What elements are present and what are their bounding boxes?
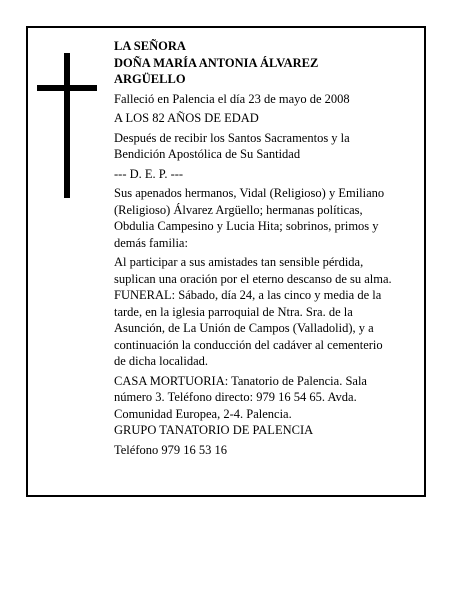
family-line-4: demás familia:	[114, 235, 188, 250]
funeral-home-phone: Teléfono 979 16 53 16	[114, 442, 227, 457]
deceased-name-line-1: DOÑA MARÍA ANTONIA ÁLVAREZ	[114, 55, 319, 70]
deceased-name-line-2: ARGÜELLO	[114, 72, 186, 86]
family-line-2: (Religioso) Álvarez Argüello; hermanas políticas,	[114, 202, 363, 217]
funeral-line-5: de dicha localidad.	[114, 354, 209, 368]
mortuary-line-3: Comunidad Europea, 2-4. Palencia.	[114, 406, 292, 421]
funeral-paragraph	[114, 287, 420, 370]
funeral-home-name: GRUPO TANATORIO DE PALENCIA	[114, 423, 314, 437]
request-paragraph	[114, 254, 420, 287]
family-paragraph	[114, 185, 420, 251]
funeral-line-2: tarde, en la iglesia parroquial de Ntra. Sra. de la	[114, 304, 353, 319]
family-line-3: Obdulia Campesino y Lucia Hita; sobrinos, primos y	[114, 219, 379, 233]
sacraments-line-2: Bendición Apostólica de Su Santidad	[114, 147, 301, 161]
latin-cross-icon	[37, 53, 97, 198]
funeral-line-4: continuación la conducción del cadáver al cementerio	[114, 337, 383, 352]
age: A LOS 82 AÑOS DE EDAD	[114, 111, 259, 125]
dep-line: --- D. E. P. ---	[114, 166, 184, 181]
sacraments-paragraph	[114, 130, 420, 163]
sacraments-line-1: Después de recibir los Santos Sacramentos y la	[114, 130, 350, 145]
family-line-1: Sus apenados hermanos, Vidal (Religioso) y Emiliano	[114, 186, 385, 200]
request-line-1: Al participar a sus amistades tan sensible pérdida,	[114, 255, 364, 269]
request-line-2: suplican una oración por el eterno descanso de su alma.	[114, 271, 392, 286]
mortuary-line-2: número 3. Teléfono directo: 979 16 54 65. Avda.	[114, 390, 357, 404]
mortuary-line-1: CASA MORTUORIA: Tanatorio de Palencia. Sala	[114, 373, 367, 388]
mortuary-paragraph	[114, 373, 420, 423]
cross-vertical-bar	[64, 53, 70, 198]
funeral-line-3: Asunción, de La Unión de Campos (Valladolid), y a	[114, 321, 374, 335]
heading-title: LA SEÑORA	[114, 39, 186, 53]
death-date: Falleció en Palencia el día 23 de mayo de 2008	[114, 91, 350, 106]
obituary-text	[114, 38, 420, 458]
cross-horizontal-bar	[37, 85, 97, 91]
funeral-line-1: FUNERAL: Sábado, día 24, a las cinco y media de la	[114, 288, 382, 302]
